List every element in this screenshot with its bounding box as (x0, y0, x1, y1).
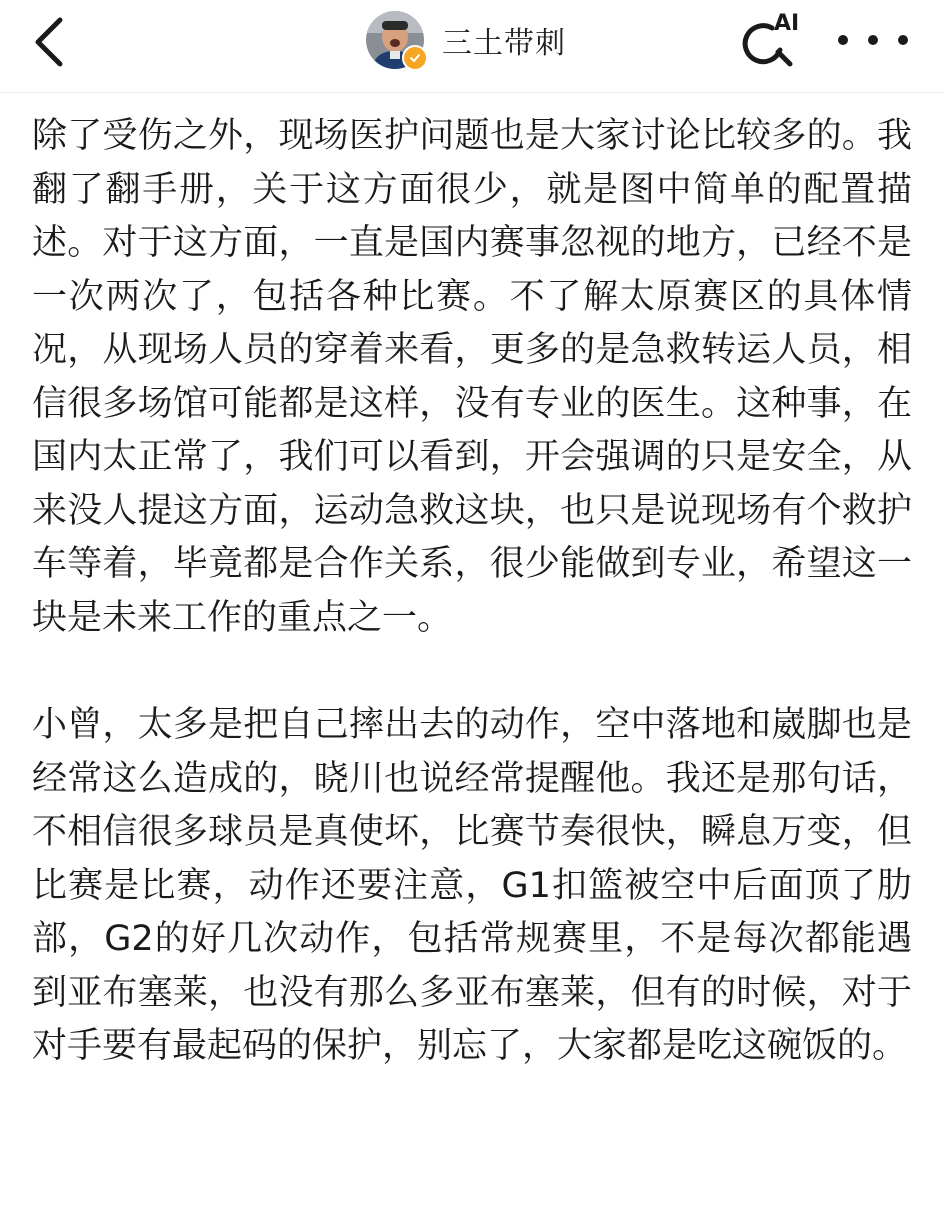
ai-label: AI (774, 11, 800, 36)
chevron-left-icon (30, 14, 70, 70)
more-dot (898, 35, 908, 45)
paragraph-gap (32, 645, 912, 699)
top-bar (0, 0, 945, 93)
author-name[interactable]: 三土带刺 (442, 26, 566, 61)
more-button[interactable] (838, 20, 908, 60)
post-paragraph: 小曾，太多是把自己摔出去的动作，空中落地和崴脚也是经常这么造成的，晓川也说经常提醒他。我还是那句话，不相信很多球员是真使坏，比赛节奏很快，瞬息万变，但比赛是比赛，动作还要注意，G1扣篮被空中后面顶了肋部，G2的好几次动作，包括常规赛里，不是每次都能遇到亚布塞莱，也没有那么多亚布塞莱，但有的时候，对于对手要有最起码的保护，别忘了，大家都是吃这碗饭的。 (32, 705, 912, 1066)
verified-badge (402, 45, 428, 71)
check-icon (409, 52, 421, 64)
post-paragraph: 除了受伤之外，现场医护问题也是大家讨论比较多的。我翻了翻手册，关于这方面很少，就是图中简单的配置描述。对于这方面，一直是国内赛事忽视的地方，已经不是一次两次了，包括各种比赛。不了解太原赛区的具体情况，从现场人员的穿着来看，更多的是急救转运人员，相信很多场馆可能都是这样，没有专业的医生。这种事，在国内太正常了，我们可以看到，开会强调的只是安全，从来没人提这方面，运动急救这块，也只是说现场有个救护车等着，毕竟都是合作关系，很少能做到专业，希望这一块是未来工作的重点之一。 (32, 116, 912, 638)
search-icon (736, 6, 806, 72)
post-body (32, 110, 912, 1074)
more-dot (838, 35, 848, 45)
ai-search-button[interactable] (736, 6, 806, 72)
more-dot (868, 35, 878, 45)
author-info[interactable] (366, 8, 566, 72)
avatar-container[interactable] (366, 11, 424, 69)
back-button[interactable] (22, 14, 78, 70)
